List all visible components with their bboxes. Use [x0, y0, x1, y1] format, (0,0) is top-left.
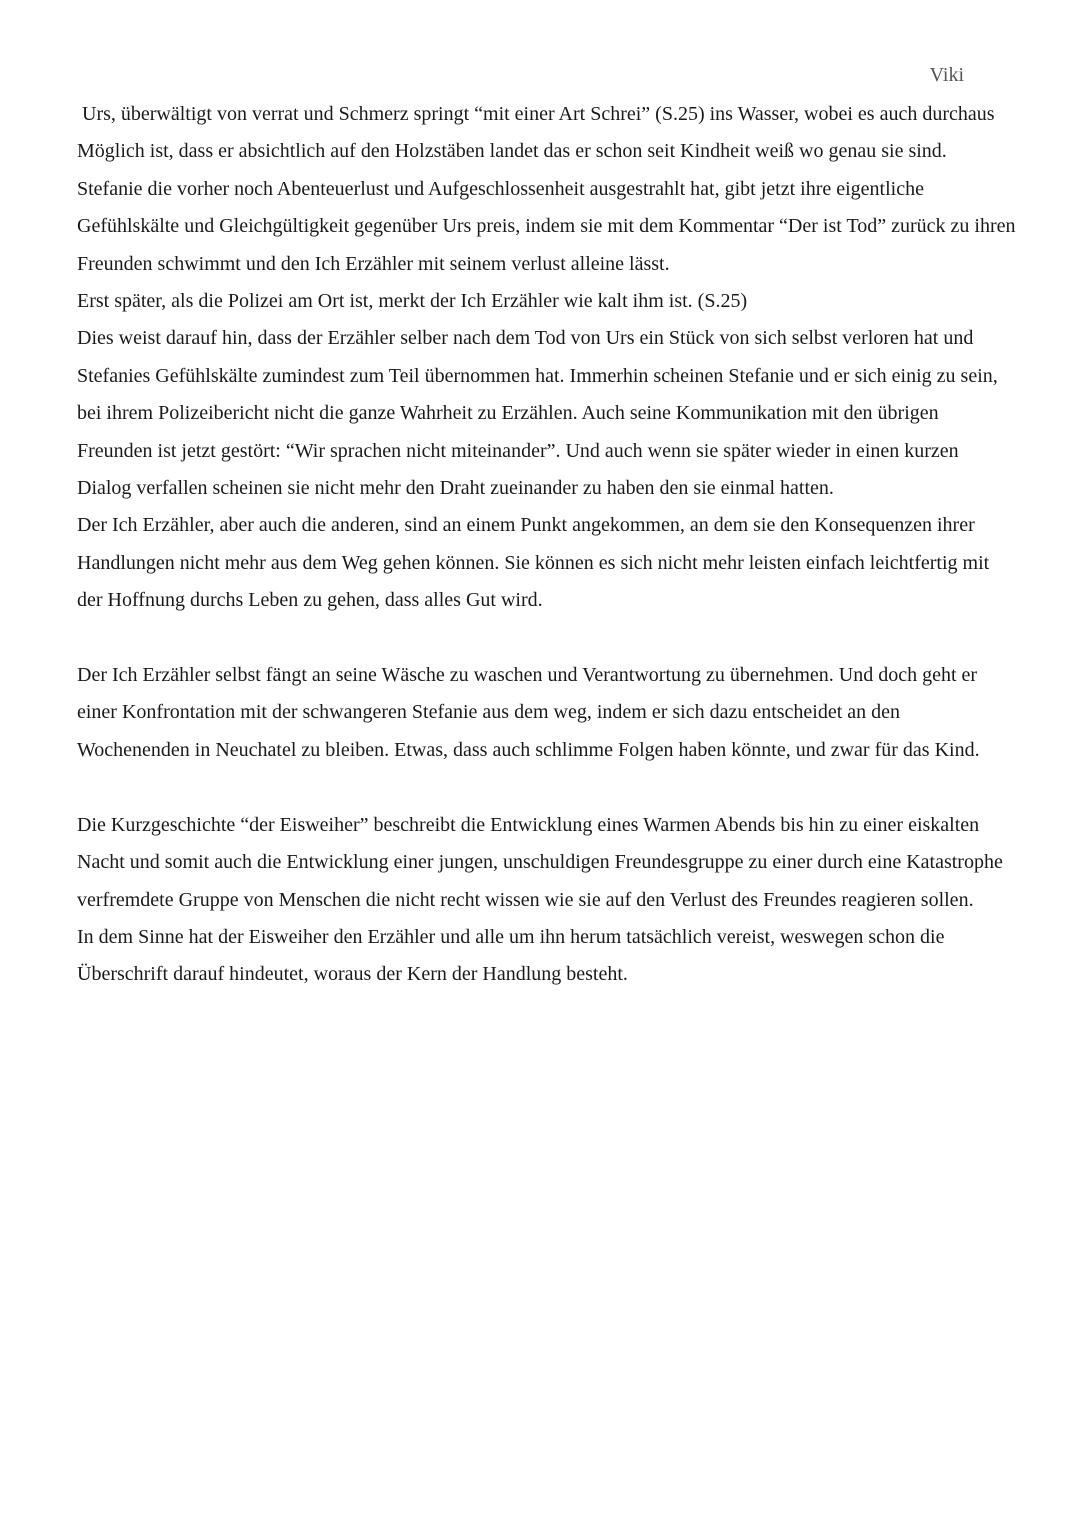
paragraph-spacer: [77, 769, 1017, 806]
paragraph-stefanie-coldness: Stefanie die vorher noch Abenteuerlust und Aufgeschlossenheit ausgestrahlt hat, gibt jetzt ihre eigentliche Gefühlskälte und Gleichgültigkeit gegenüber Urs preis, indem sie mit dem Kommentar “Der ist Tod” zurück zu ihren Freunden schwimmt und den Ich Erzähler mit seinem verlust alleine lässt.: [77, 177, 1016, 275]
paragraph-police: Erst später, als die Polizei am Ort ist, merkt der Ich Erzähler wie kalt ihm ist. (S.25): [77, 290, 748, 313]
paragraph-summary: Die Kurzgeschichte “der Eisweiher” beschreibt die Entwicklung eines Warmen Abends bis hin zu einer eiskalten Nacht und somit auch die Entwicklung einer jungen, unschuldigen Freundesgruppe zu einer durch eine Katastrophe verfremdete Gruppe von Menschen die nicht recht wissen wie sie auf den Verlust des Freundes reagieren sollen.: [77, 813, 1003, 911]
paragraph-narrator-change: Dies weist darauf hin, dass der Erzähler selber nach dem Tod von Urs ein Stück von sich selbst verloren hat und Stefanies Gefühlskälte zumindest zum Teil übernommen hat. Immerhin scheinen Stefanie und er sich einig zu sein, bei ihrem Polizeibericht nicht die ganze Wahrheit zu Erzählen. Auch seine Kommunikation mit den übrigen Freunden ist jetzt gestört: “Wir sprachen nicht miteinander”. Und auch wenn sie später wieder in einen kurzen Dialog verfallen scheinen sie nicht mehr den Draht zueinander zu haben den sie einmal hatten.: [77, 327, 998, 500]
author-name: Viki: [929, 64, 964, 86]
paragraph-spacer: [77, 620, 1017, 657]
document-body: [77, 96, 1017, 994]
paragraph-consequences: Der Ich Erzähler, aber auch die anderen, sind an einem Punkt angekommen, an dem sie den Konsequenzen ihrer Handlungen nicht mehr aus dem Weg gehen können. Sie können es sich nicht mehr leisten einfach leichtfertig mit der Hoffnung durchs Leben zu gehen, dass alles Gut wird.: [77, 514, 990, 612]
paragraph-responsibility: Der Ich Erzähler selbst fängt an seine Wäsche zu waschen und Verantwortung zu übernehmen. Und doch geht er einer Konfrontation mit der schwangeren Stefanie aus dem weg, indem er sich dazu entscheidet an den Wochenenden in Neuchatel zu bleiben. Etwas, dass auch schlimme Folgen haben könnte, und zwar für das Kind.: [77, 664, 980, 761]
paragraph-conclusion: In dem Sinne hat der Eisweiher den Erzähler und alle um ihn herum tatsächlich vereist, weswegen schon die Überschrift darauf hindeutet, woraus der Kern der Handlung besteht.: [77, 925, 945, 986]
paragraph-urs-jump: Urs, überwältigt von verrat und Schmerz springt “mit einer Art Schrei” (S.25) ins Wasser, wobei es auch durchaus Möglich ist, dass er absichtlich auf den Holzstäben landet das er schon seit Kindheit weiß wo genau sie sind.: [77, 103, 995, 163]
